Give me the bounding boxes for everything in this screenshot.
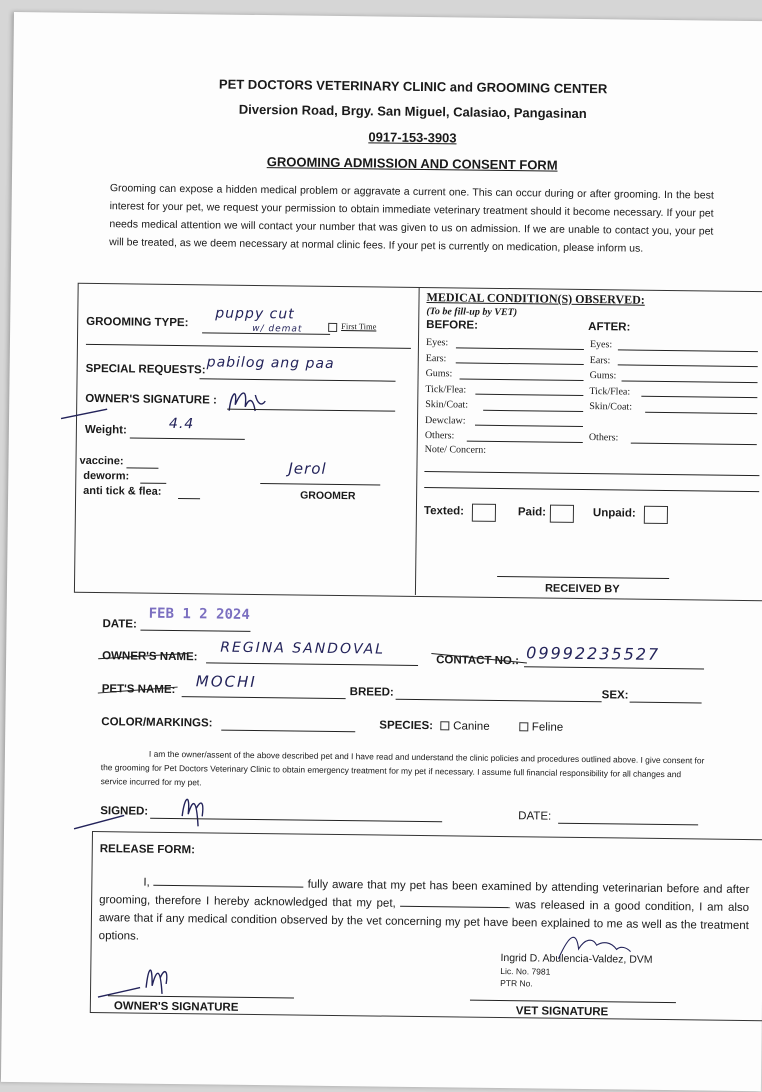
feline-option[interactable] — [519, 721, 563, 734]
signed-date-label: DATE: — [518, 810, 552, 823]
date-stamp: FEB 1 2 2024 — [148, 605, 250, 623]
vaccine-label: vaccine: — [79, 454, 124, 468]
clinic-phone: 0917-153-3903 — [368, 129, 457, 146]
unpaid-checkbox[interactable] — [644, 506, 668, 524]
medical-subtitle: (To be fill-up by VET) — [426, 306, 518, 319]
after-item: Skin/Coat: — [589, 401, 633, 413]
after-item: Ears: — [589, 354, 611, 366]
clinic-address: Diversion Road, Brgy. San Miguel, Calasiao, Pangasinan — [238, 101, 587, 122]
after-item: Gums: — [589, 370, 617, 382]
species-group — [379, 720, 563, 734]
deworm-label: deworm: — [83, 469, 130, 483]
groomer-label: GROOMER — [300, 489, 356, 503]
grooming-type-label: GROOMING TYPE: — [86, 315, 189, 330]
pet-name-label: PET'S NAME: — [101, 683, 176, 697]
paid-checkbox[interactable] — [550, 505, 574, 523]
color-markings-label: COLOR/MARKINGS: — [101, 716, 213, 730]
before-item: Tick/Flea: — [425, 383, 467, 396]
contact-value: 09992235527 — [526, 643, 661, 664]
after-item: Others: — [588, 432, 619, 444]
vet-signature-scribble — [554, 929, 634, 964]
release-text-1: I, — [143, 876, 150, 889]
signed-label: SIGNED: — [100, 805, 149, 818]
sex-label: SEX: — [601, 689, 629, 702]
after-list — [589, 337, 633, 446]
release-title: RELEASE FORM: — [99, 843, 196, 857]
contact-label: CONTACT NO.: — [436, 654, 520, 668]
after-item: Eyes: — [589, 339, 613, 351]
release-owner-signature-label: OWNER'S SIGNATURE — [113, 1000, 239, 1014]
release-paragraph — [99, 873, 750, 953]
consent-paragraph: I am the owner/assent of the above described pet and I have read and understand the clinic policies and procedures outlined above. I give consent for the grooming for Pet Doctors Veterinary Clinic to obtain emergency treatment for my pet if necessary. I assume full financial responsibility for all changes and service incurred for my pet. — [100, 748, 705, 788]
checkbox-icon — [440, 722, 449, 731]
before-item: Others: — [424, 430, 455, 442]
weight-label: Weight: — [84, 423, 127, 437]
vet-name: Ingrid D. Abulencia-Valdez, DVM — [500, 952, 653, 966]
vet-license: Lic. No. 7981 — [500, 966, 551, 977]
special-requests-label: SPECIAL REQUESTS: — [85, 362, 206, 377]
after-item: Tick/Flea: — [589, 385, 631, 398]
breed-label: BREED: — [349, 686, 394, 699]
grooming-type-value: puppy cut — [215, 305, 295, 323]
signed-scribble — [72, 785, 223, 837]
checkbox-icon — [328, 322, 337, 331]
vet-signature-label: VET SIGNATURE — [515, 1005, 609, 1019]
release-owner-scribble — [96, 957, 207, 1004]
special-requests-value: pabilog ang paa — [206, 354, 335, 372]
texted-checkbox[interactable] — [472, 504, 496, 522]
groomer-value: Jerol — [288, 459, 327, 478]
form-page — [1, 12, 762, 1091]
first-time-checkbox[interactable] — [328, 321, 376, 332]
weight-value: 4.4 — [168, 415, 195, 433]
received-by-label: RECEIVED BY — [544, 582, 620, 596]
intro-paragraph: Grooming can expose a hidden medical problem or aggravate a current one. This can occur during or after grooming. In the best interest for your pet, we request your permission to obtain immediate veterinary treatment should it become necessary. If your pet needs medical attention we will contact your number that was given to us on admission. If we are unable to contact you, your pet will be treated, as we deem necessary at normal clinic fees. If your pet is currently on medication, please inform us. — [109, 182, 714, 255]
texted-label: Texted: — [423, 505, 465, 518]
clinic-name: PET DOCTORS VETERINARY CLINIC and GROOMING CENTER — [218, 76, 608, 97]
release-text-2: fully aware that my pet has been examined by attending veterinarian before and after grooming, therefore I hereby acknowledged that my pet, — [99, 878, 750, 910]
before-item: Dewclaw: — [424, 414, 466, 427]
first-time-label: First Time — [341, 321, 377, 332]
before-item: Ears: — [425, 352, 447, 364]
species-label: SPECIES: — [379, 719, 434, 733]
before-item: Eyes: — [425, 337, 449, 349]
canine-option[interactable] — [440, 720, 490, 733]
note-label: Note/ Concern: — [424, 444, 487, 456]
before-item: Gums: — [425, 368, 453, 380]
paid-label: Paid: — [517, 506, 547, 519]
grooming-type-value-2: w/ demat — [252, 323, 303, 335]
before-list — [425, 335, 469, 444]
canine-label: Canine — [453, 720, 490, 733]
feline-label: Feline — [531, 721, 564, 734]
owner-name-value: REGINA SANDOVAL — [220, 639, 386, 658]
owner-signature-label: OWNER'S SIGNATURE : — [85, 392, 217, 407]
after-label: AFTER: — [588, 321, 631, 334]
vet-ptr: PTR No. — [500, 978, 533, 989]
date-label: DATE: — [102, 618, 137, 631]
form-title: GROOMING ADMISSION AND CONSENT FORM — [266, 154, 558, 173]
release-text-3: was released in a good condition, I am also aware that if any medical condition observed by the vet concerning my pet have been explained to me as well as the treatment options. — [98, 899, 750, 943]
before-item: Skin/Coat: — [425, 399, 469, 411]
before-label: BEFORE: — [426, 319, 479, 332]
pet-name-value: MOCHI — [195, 672, 257, 692]
checkbox-icon — [519, 723, 528, 732]
unpaid-label: Unpaid: — [592, 507, 636, 520]
owner-name-label: OWNER'S NAME: — [102, 650, 198, 664]
antitick-label: anti tick & flea: — [83, 484, 162, 498]
medical-title: MEDICAL CONDITION(S) OBSERVED: — [426, 290, 645, 307]
